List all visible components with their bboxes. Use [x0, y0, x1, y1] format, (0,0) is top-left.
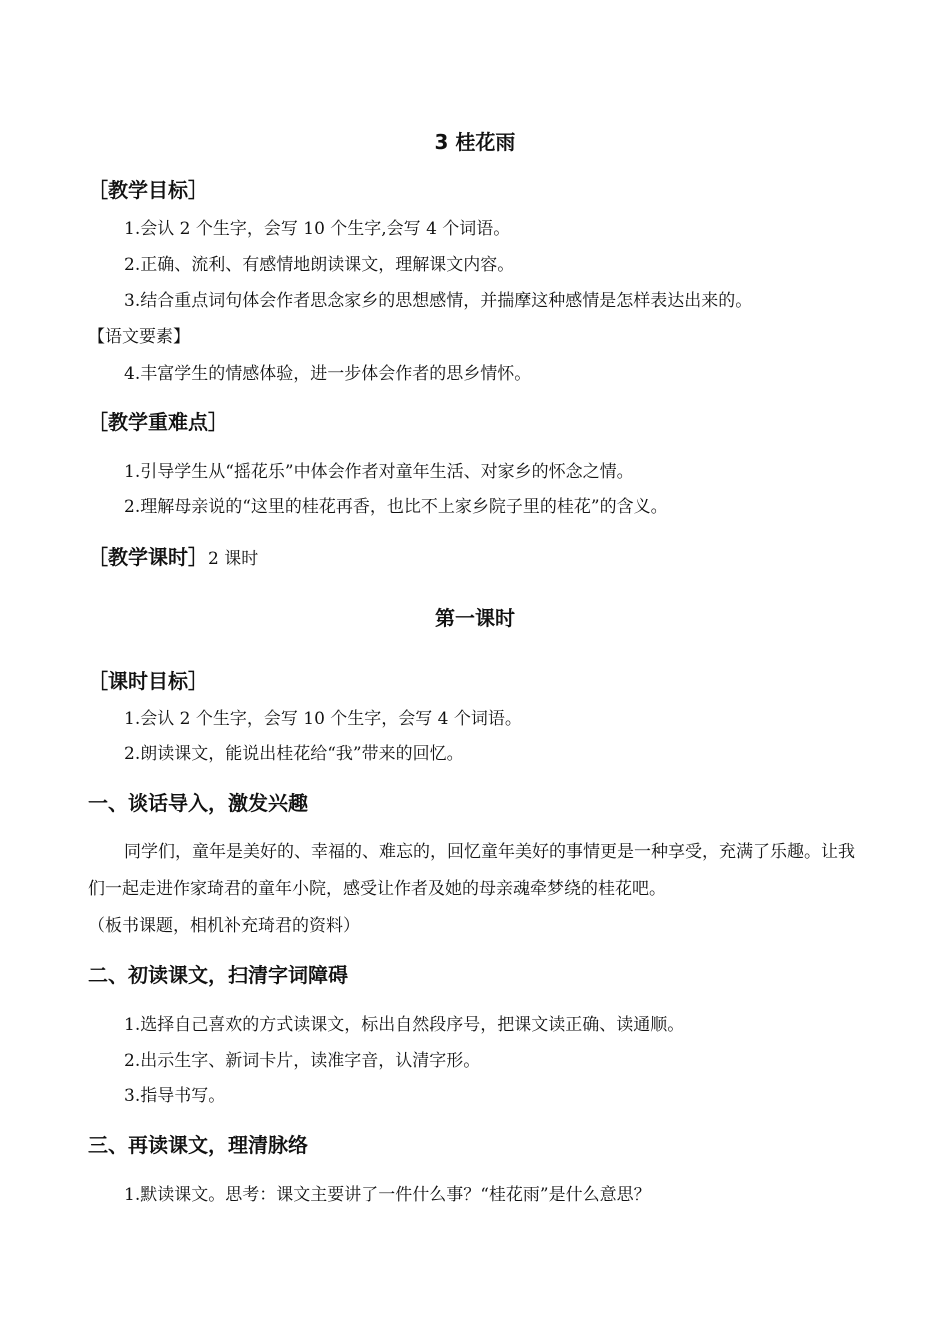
step-two-item: 1.选择自己喜欢的方式读课文，标出自然段序号，把课文读正确、读通顺。	[124, 1015, 685, 1035]
lesson-goal-item: 2.朗读课文，能说出桂花给“我”带来的回忆。	[124, 744, 464, 764]
objective-item: 2.正确、流利、有感情地朗读课文，理解课文内容。	[124, 255, 515, 275]
step-three-item: 1.默读课文。思考：课文主要讲了一件什么事？“桂花雨”是什么意思？	[124, 1185, 651, 1205]
step-two-item: 2.出示生字、新词卡片，读准字音，认清字形。	[124, 1051, 481, 1071]
class-hours-value: 2 课时	[208, 549, 259, 569]
objectives-heading: ［教学目标］	[88, 178, 208, 202]
class-hours-heading: ［教学课时］	[88, 545, 208, 569]
objective-item: 3.结合重点词句体会作者思念家乡的思想感情，并揣摩这种感情是怎样表达出来的。	[124, 291, 753, 311]
step-two-item: 3.指导书写。	[124, 1086, 226, 1106]
step-one-heading: 一、谈话导入，激发兴趣	[88, 791, 308, 815]
lesson-one-title: 第一课时	[435, 606, 515, 630]
key-points-heading: ［教学重难点］	[88, 410, 228, 434]
step-one-note: （板书课题，相机补充琦君的资料）	[88, 916, 360, 936]
key-point-item: 1.引导学生从“摇花乐”中体会作者对童年生活、对家乡的怀念之情。	[124, 462, 634, 482]
step-two-heading: 二、初读课文，扫清字词障碍	[88, 963, 348, 987]
lesson-goal-item: 1.会认 2 个生字，会写 10 个生字，会写 4 个词语。	[124, 709, 522, 729]
objective-item: 4.丰富学生的情感体验，进一步体会作者的思乡情怀。	[124, 364, 532, 384]
lesson-title: 3 桂花雨	[434, 130, 516, 154]
step-three-heading: 三、再读课文，理清脉络	[88, 1133, 308, 1157]
key-point-item: 2.理解母亲说的“这里的桂花再香，也比不上家乡院子里的桂花”的含义。	[124, 497, 668, 517]
step-one-paragraph	[88, 834, 868, 908]
lesson-goals-heading: ［课时目标］	[88, 669, 208, 693]
step-one-text: 同学们，童年是美好的、幸福的、难忘的，回忆童年美好的事情更是一种享受，充满了乐趣。让我们一起走进作家琦君的童年小院，感受让作者及她的母亲魂牵梦绕的桂花吧。	[88, 842, 855, 899]
language-element-label: 【语文要素】	[88, 327, 190, 347]
objective-item: 1.会认 2 个生字，会写 10 个生字,会写 4 个词语。	[124, 219, 511, 239]
class-hours-line	[88, 543, 258, 573]
